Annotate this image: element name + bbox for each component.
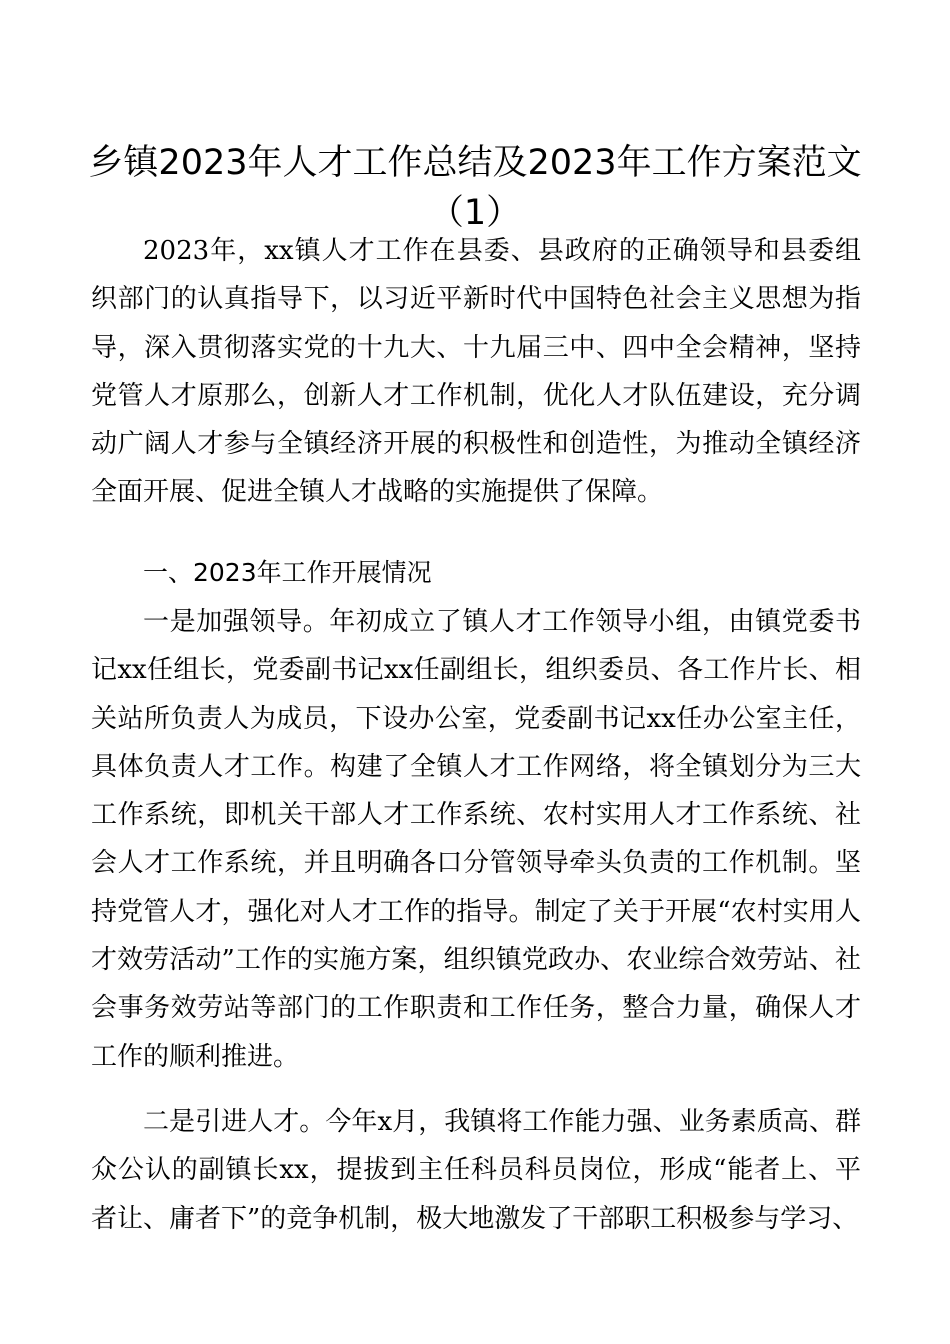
paragraph-strengthen-leadership: 一是加强领导。年初成立了镇人才工作领导小组，由镇党委书记xx任组长，党委副书记xx任副组长，组织委员、各工作片长、相关站所负责人为成员，下设办公室，党委副书记xx任办公室主任，具体负责人才工作。构建了全镇人才工作网络，将全镇划分为三大工作系统，即机关干部人才工作系统、农村实用人才工作系统、社会人才工作系统，并且明确各口分管领导牵头负责的工作机制。坚持党管人才，强化对人才工作的指导。制定了关于开展“农村实用人才效劳活动”工作的实施方案，组织镇党政办、农业综合效劳站、社会事务效劳站等部门的工作职责和工作任务，整合力量，确保人才工作的顺利推进。 <box>91 607 861 1072</box>
paragraph-intro: 2023年，xx镇人才工作在县委、县政府的正确领导和县委组织部门的认真指导下，以习近平新时代中国特色社会主义思想为指导，深入贯彻落实党的十九大、十九届三中、四中全会精神，坚持党管人才原那么，创新人才工作机制，优化人才队伍建设，充分调动广阔人才参与全镇经济开展的积极性和创造性，为推动全镇经济全面开展、促进全镇人才战略的实施提供了保障。 <box>91 236 861 508</box>
document-title-line-1: 乡镇2023年人才工作总结及2023年工作方案范文 <box>88 143 862 183</box>
document-title <box>60 138 890 238</box>
section-heading-work-status: 一、2023年工作开展情况 <box>143 558 432 587</box>
paragraph-introduce-talent: 二是引进人才。今年x月，我镇将工作能力强、业务素质高、群众公认的副镇长xx，提拔到主任科员科员岗位，形成“能者上、平者让、庸者下”的竞争机制，极大地激发了干部职工积极参与学习、 <box>91 1107 861 1234</box>
document-title-line-2: （1） <box>428 193 522 233</box>
